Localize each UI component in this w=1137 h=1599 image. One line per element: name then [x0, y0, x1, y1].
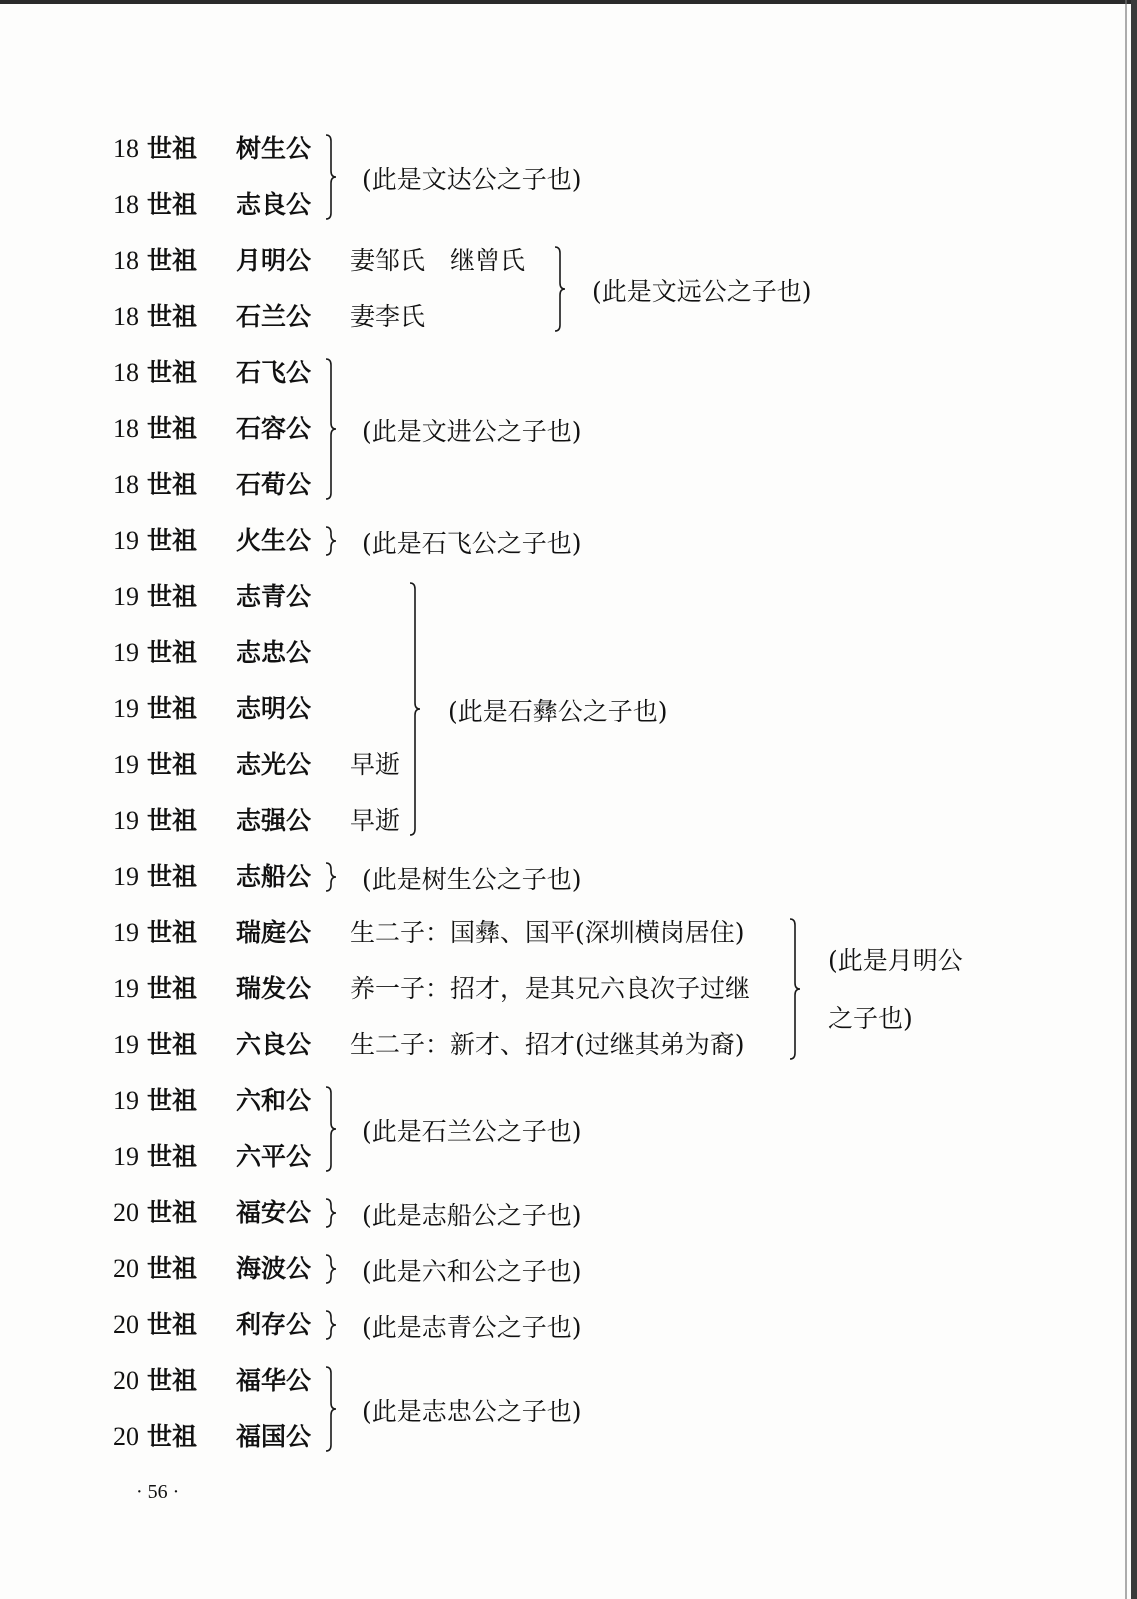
generation-number: 19 — [113, 526, 139, 555]
generation-number: 18 — [113, 134, 139, 163]
ancestor-note: 生二子：国彝、国平(深圳横岗居住) — [350, 918, 745, 947]
parent-note: (此是石兰公之子也) — [362, 1117, 582, 1146]
generation-number: 19 — [113, 862, 139, 891]
group-brace — [555, 247, 567, 331]
parent-note: (此是石彝公之子也) — [448, 697, 668, 726]
generation-label: 世祖 — [147, 358, 198, 387]
generation-number: 20 — [113, 1198, 139, 1227]
ancestor-name: 志船公 — [236, 862, 312, 891]
ancestor-note: 养一子：招才，是其兄六良次子过继 — [350, 974, 751, 1003]
parent-note: (此是月明公 — [828, 946, 963, 975]
ancestor-name: 六良公 — [236, 1030, 312, 1059]
generation-label: 世祖 — [147, 1422, 198, 1451]
generation-number: 19 — [113, 918, 139, 947]
ancestor-note: 妻李氏 — [350, 302, 426, 331]
generation-number: 19 — [113, 974, 139, 1003]
ancestor-name: 火生公 — [236, 526, 312, 555]
generation-label: 世祖 — [147, 134, 198, 163]
ancestor-name: 志良公 — [236, 190, 312, 219]
generation-label: 世祖 — [147, 582, 198, 611]
ancestor-name: 月明公 — [236, 246, 312, 275]
parent-note: 之子也) — [828, 1004, 913, 1033]
generation-number: 19 — [113, 1030, 139, 1059]
generation-label: 世祖 — [147, 1254, 198, 1283]
generation-number: 19 — [113, 582, 139, 611]
generation-label: 世祖 — [147, 1366, 198, 1395]
generation-label: 世祖 — [147, 1086, 198, 1115]
parent-note: (此是石飞公之子也) — [362, 529, 582, 558]
generation-number: 19 — [113, 694, 139, 723]
generation-label: 世祖 — [147, 246, 198, 275]
generation-number: 19 — [113, 750, 139, 779]
ancestor-name: 志忠公 — [236, 638, 312, 667]
ancestor-name: 志青公 — [236, 582, 312, 611]
generation-label: 世祖 — [147, 694, 198, 723]
ancestor-name: 志明公 — [236, 694, 312, 723]
parent-note: (此是六和公之子也) — [362, 1257, 582, 1286]
ancestor-name: 石荀公 — [236, 470, 312, 499]
ancestor-name: 福华公 — [236, 1366, 312, 1395]
generation-number: 20 — [113, 1310, 139, 1339]
generation-label: 世祖 — [147, 638, 198, 667]
ancestor-name: 六和公 — [236, 1086, 312, 1115]
ancestor-name: 树生公 — [236, 134, 312, 163]
generation-label: 世祖 — [147, 1142, 198, 1171]
group-brace — [326, 135, 338, 219]
generation-number: 19 — [113, 806, 139, 835]
ancestor-note: 生二子：新才、招才(过继其弟为裔) — [350, 1030, 745, 1059]
group-brace — [410, 583, 422, 835]
scan-edge-right — [1131, 0, 1137, 1599]
parent-note: (此是志青公之子也) — [362, 1313, 582, 1342]
ancestor-name: 石飞公 — [236, 358, 312, 387]
generation-number: 18 — [113, 302, 139, 331]
generation-label: 世祖 — [147, 1198, 198, 1227]
generation-label: 世祖 — [147, 526, 198, 555]
scan-edge-top — [0, 0, 1137, 4]
ancestor-name: 福国公 — [236, 1422, 312, 1451]
ancestor-name: 瑞发公 — [236, 974, 312, 1003]
page-number: · 56 · — [136, 1481, 180, 1503]
generation-label: 世祖 — [147, 1030, 198, 1059]
ancestor-name: 六平公 — [236, 1142, 312, 1171]
ancestor-name: 石容公 — [236, 414, 312, 443]
group-brace — [326, 1311, 338, 1339]
group-brace — [326, 1367, 338, 1451]
generation-number: 19 — [113, 1086, 139, 1115]
ancestor-name: 福安公 — [236, 1198, 312, 1227]
ancestor-name: 志光公 — [236, 750, 312, 779]
ancestor-note: 早逝 — [350, 806, 401, 835]
generation-number: 19 — [113, 1142, 139, 1171]
generation-number: 18 — [113, 190, 139, 219]
parent-note: (此是文进公之子也) — [362, 417, 582, 446]
generation-number: 19 — [113, 638, 139, 667]
parent-note: (此是文远公之子也) — [592, 277, 812, 306]
generation-number: 20 — [113, 1422, 139, 1451]
generation-label: 世祖 — [147, 918, 198, 947]
ancestor-name: 志强公 — [236, 806, 312, 835]
group-brace — [790, 919, 802, 1059]
ancestor-note: 早逝 — [350, 750, 401, 779]
ancestor-name: 海波公 — [236, 1254, 312, 1283]
generation-label: 世祖 — [147, 190, 198, 219]
parent-note: (此是树生公之子也) — [362, 865, 582, 894]
group-brace — [326, 863, 338, 891]
ancestor-note: 妻邹氏 继曾氏 — [350, 246, 526, 275]
generation-label: 世祖 — [147, 750, 198, 779]
group-brace — [326, 527, 338, 555]
ancestor-name: 瑞庭公 — [236, 918, 312, 947]
generation-label: 世祖 — [147, 862, 198, 891]
generation-number: 18 — [113, 246, 139, 275]
generation-number: 18 — [113, 414, 139, 443]
scan-edge-right-shadow — [1125, 0, 1127, 1599]
generation-number: 20 — [113, 1254, 139, 1283]
group-brace — [326, 1255, 338, 1283]
group-brace — [326, 359, 338, 499]
generation-label: 世祖 — [147, 414, 198, 443]
group-brace — [326, 1199, 338, 1227]
generation-label: 世祖 — [147, 470, 198, 499]
parent-note: (此是志船公之子也) — [362, 1201, 582, 1230]
ancestor-name: 利存公 — [236, 1310, 312, 1339]
parent-note: (此是志忠公之子也) — [362, 1397, 582, 1426]
generation-number: 18 — [113, 470, 139, 499]
ancestor-name: 石兰公 — [236, 302, 312, 331]
generation-number: 18 — [113, 358, 139, 387]
group-brace — [326, 1087, 338, 1171]
generation-label: 世祖 — [147, 974, 198, 1003]
parent-note: (此是文达公之子也) — [362, 165, 582, 194]
generation-number: 20 — [113, 1366, 139, 1395]
generation-label: 世祖 — [147, 806, 198, 835]
generation-label: 世祖 — [147, 1310, 198, 1339]
generation-label: 世祖 — [147, 302, 198, 331]
